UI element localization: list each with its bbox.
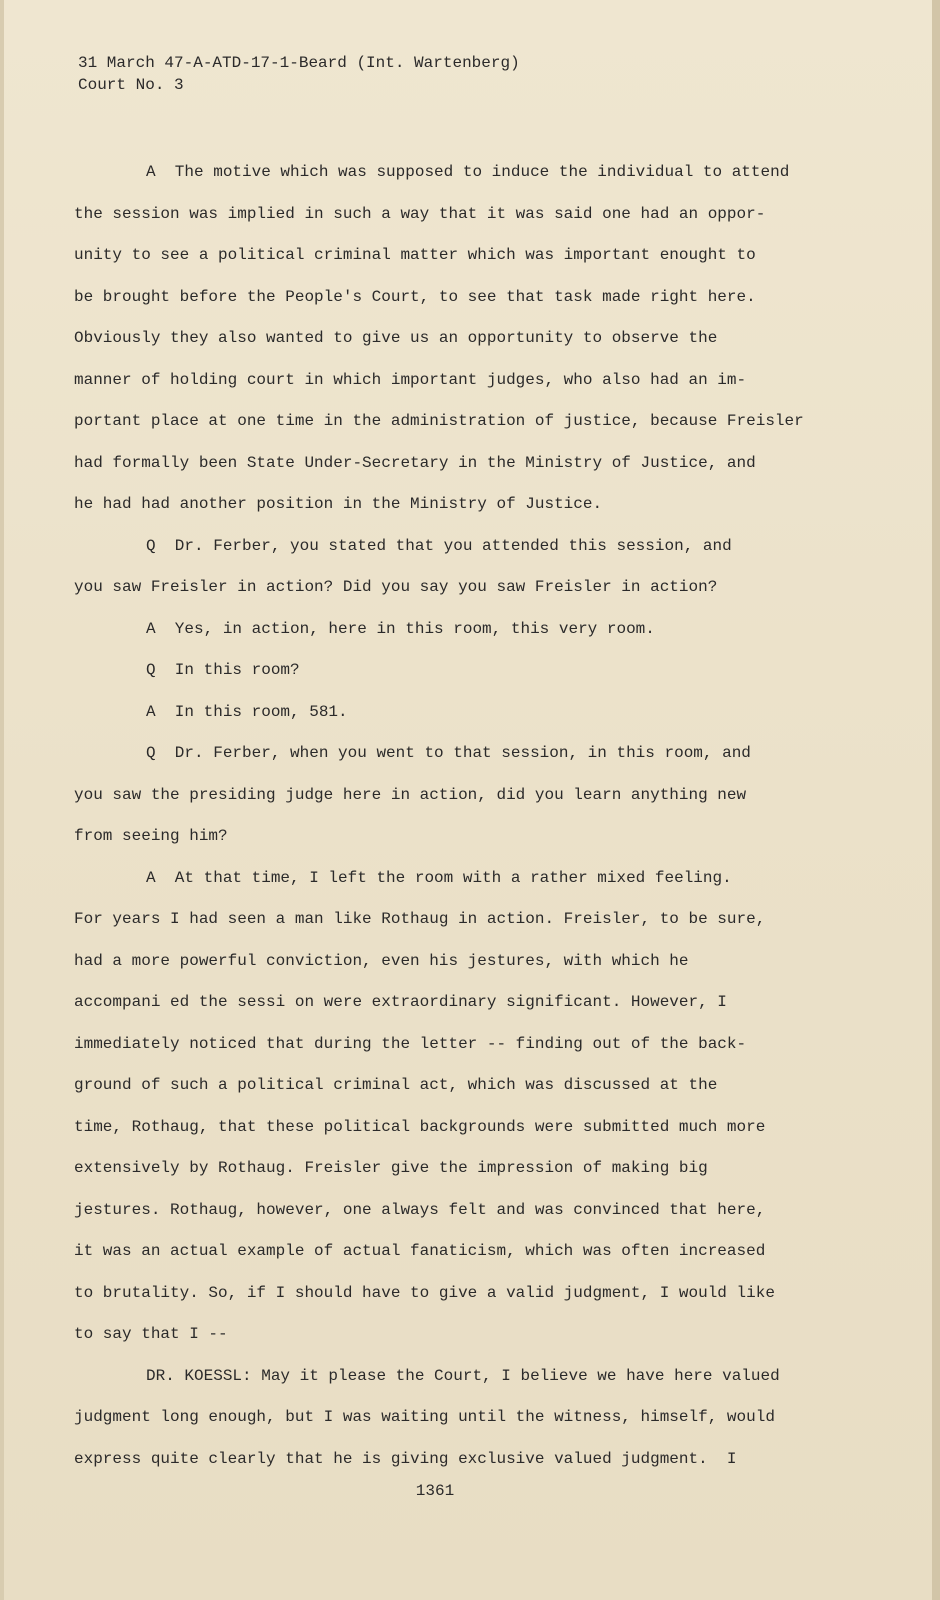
transcript-line: A The motive which was supposed to induce the individual to attend [146,163,790,181]
header-case-reference: 31 March 47-A-ATD-17-1-Beard (Int. Wartenberg) [78,54,520,72]
transcript-line: ground of such a political criminal act, which was discussed at the [74,1076,718,1094]
transcript-line: manner of holding court in which important judges, who also had an im- [74,370,747,389]
transcript-line: For years I had seen a man like Rothaug in action. Freisler, to be sure, [74,910,766,928]
transcript-line: you saw the presiding judge here in action, did you learn anything new [74,785,747,804]
transcript-line: it was an actual example of actual fanaticism, which was often increased [74,1242,766,1260]
transcript-line: he had had another position in the Ministry of Justice. [74,495,603,513]
transcript-line: to say that I -- [74,1325,228,1343]
transcript-line: had formally been State Under-Secretary in the Ministry of Justice, and [74,453,756,472]
page-number: 1361 [415,1482,455,1500]
document-header [78,52,520,96]
transcript-line: A In this room, 581. [146,702,348,721]
page-edge-right [932,0,940,1600]
transcript-line: Q In this room? [146,661,300,679]
transcript-line: be brought before the People's Court, to see that task made right here. [74,287,756,306]
transcript-line: immediately noticed that during the letter -- finding out of the back- [74,1034,747,1053]
transcript-line: Q Dr. Ferber, you stated that you attended this session, and [146,536,732,555]
transcript-body [74,152,874,1480]
transcript-line: had a more powerful conviction, even his jestures, with which he [74,951,689,970]
transcript-line: you saw Freisler in action? Did you say you saw Freisler in action? [74,578,718,596]
transcript-line: judgment long enough, but I was waiting until the witness, himself, would [74,1408,775,1426]
page-edge-left [0,0,4,1600]
transcript-line: accompani ed the sessi on were extraordinary significant. However, I [74,993,727,1011]
transcript-line: Q Dr. Ferber, when you went to that session, in this room, and [146,744,751,762]
transcript-line: portant place at one time in the administration of justice, because Freisler [74,412,804,430]
transcript-line: DR. KOESSL: May it please the Court, I believe we have here valued [146,1366,780,1385]
transcript-line: to brutality. So, if I should have to give a valid judgment, I would like [74,1283,775,1302]
transcript-line: A At that time, I left the room with a rather mixed feeling. [146,868,732,887]
transcript-line: jestures. Rothaug, however, one always felt and was convinced that here, [74,1200,766,1219]
transcript-line: express quite clearly that he is giving exclusive valued judgment. I [74,1449,737,1468]
transcript-line: extensively by Rothaug. Freisler give the impression of making big [74,1159,708,1177]
transcript-line: the session was implied in such a way that it was said one had an oppor- [74,204,766,223]
transcript-line: Obviously they also wanted to give us an opportunity to observe the [74,329,718,347]
transcript-line: time, Rothaug, that these political backgrounds were submitted much more [74,1117,766,1136]
transcript-line: from seeing him? [74,827,228,845]
header-court-number: Court No. 3 [78,76,184,94]
transcript-line: unity to see a political criminal matter which was important enought to [74,246,756,264]
transcript-line: A Yes, in action, here in this room, this very room. [146,619,655,638]
